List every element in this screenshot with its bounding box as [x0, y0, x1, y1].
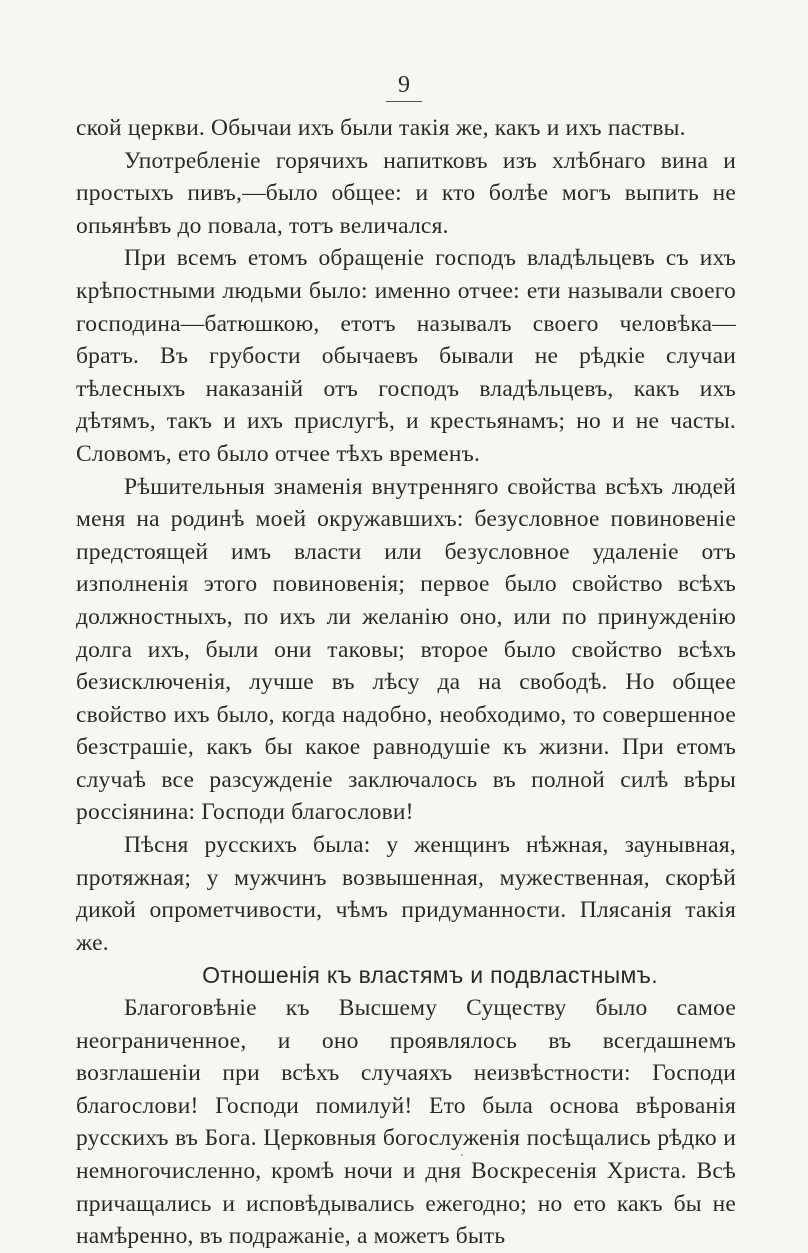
speck — [461, 1154, 463, 1156]
paragraph: Пѣсня русскихъ была: у женщинъ нѣжная, заунывная, протяжная; у мужчинъ возвышенная, мужественная, скорѣй дикой опрометчивости, чѣмъ придуманности. Плясанія такія же. — [76, 832, 736, 956]
paragraph: Благоговѣніе къ Высшему Существу было самое неограниченное, и оно проявлялось въ всегдашнемъ возглашеніи при всѣхъ случаяхъ неизвѣстности: Господи благослови! Господи помилуй! Ето была основа вѣрованія русскихъ въ Бога. Церковныя богослуженія посѣщались рѣдко и немногочисленно, кромѣ ночи и дня Воскресенія Христа. Всѣ причащались и исповѣдывались ежегодно; но ето какъ бы не намѣренно, въ подражаніе, а можетъ быть — [76, 995, 736, 1250]
paragraph: Употребленіе горячихъ напитковъ изъ хлѣбнаго вина и простыхъ пивъ,—было общее: и кто болѣе могъ выпить не опьянѣвъ до повала, тотъ величался. — [76, 147, 736, 239]
section-heading: Отношенія къ властямъ и подвластнымъ. — [202, 962, 658, 989]
paragraph: ской церкви. Обычаи ихъ были такія же, какъ и ихъ паствы. — [76, 115, 686, 141]
body-text — [76, 112, 736, 1253]
paragraph: При всемъ етомъ обращеніе господъ владѣльцевъ съ ихъ крѣпостными людьми было: именно отчее: ети называли своего господина—батюшкою, етотъ называлъ своего человѣка—братъ. Въ грубости обычаевъ бывали не рѣдкіе случаи тѣлесныхъ наказаній отъ господъ владѣльцевъ, какъ ихъ дѣтямъ, такъ и ихъ прислугѣ, и крестьянамъ; но и не часты. Словомъ, ето было отчее тѣхъ временъ. — [76, 245, 736, 467]
paragraph: Рѣшительныя знаменія внутренняго свойства всѣхъ людей меня на родинѣ моей окружавшихъ: безусловное повиновеніе предстоящей имъ власти или безусловное удаленіе отъ изполненія этого повиновенія; первое было свойство всѣхъ должностныхъ, по ихъ ли желанію оно, или по принужденію долга ихъ, были они таковы; второе было свойство всѣхъ безисключенія, лучше въ лѣсу да на свободѣ. Но общее свойство ихъ было, когда надобно, необходимо, то совершенное безстрашіе, какъ бы какое равнодушіе къ жизни. При етомъ случаѣ все разсужденіе заключалось въ полной силѣ вѣры россіянина: Господи благослови! — [76, 473, 736, 826]
page-number: 9 — [0, 72, 808, 102]
